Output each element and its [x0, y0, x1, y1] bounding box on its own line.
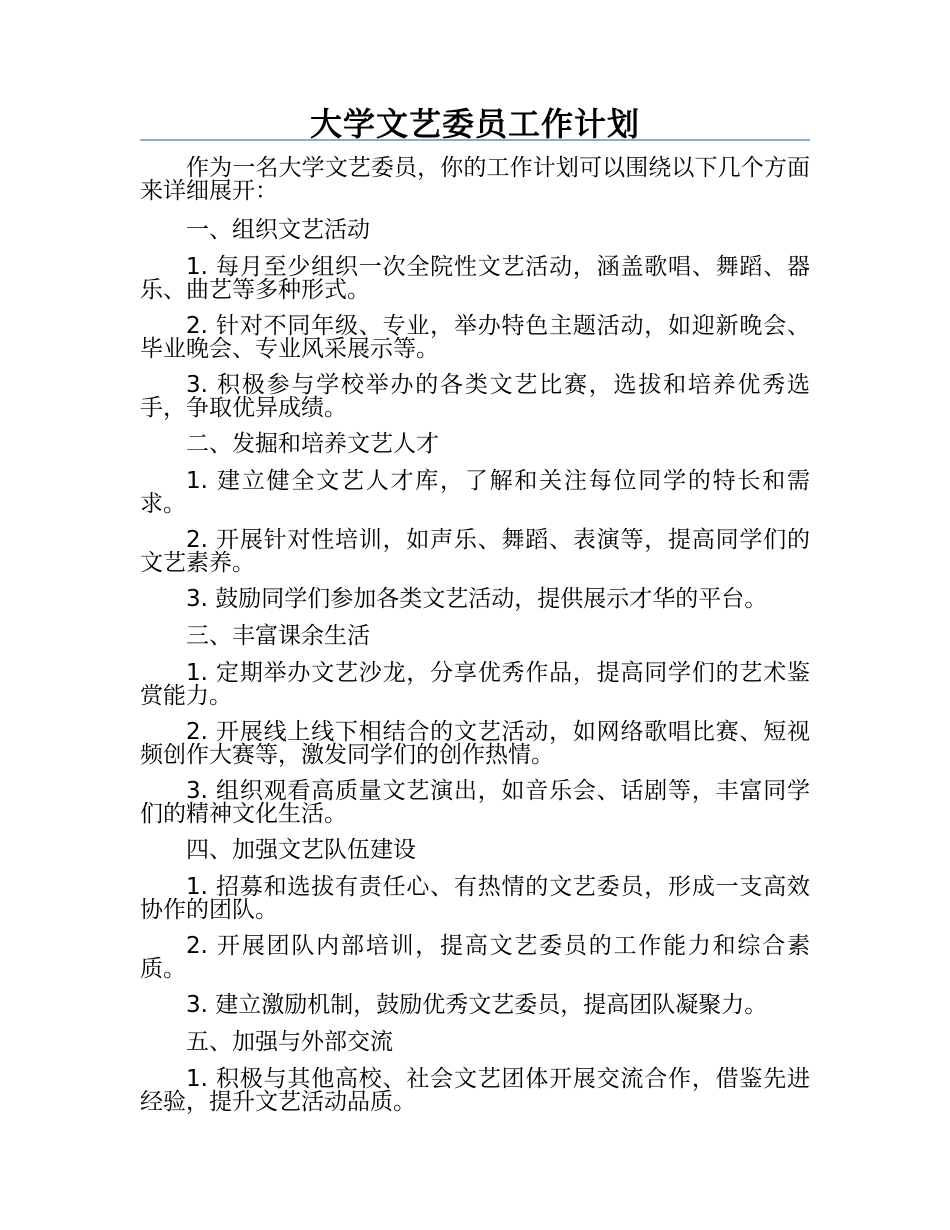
list-item: 3. 鼓励同学们参加各类文艺活动，提供展示才华的平台。 — [186, 586, 768, 612]
list-item: 1. 招募和选拔有责任心、有热情的文艺委员，形成一支高效协作的团队。 — [140, 874, 810, 923]
list-item: 3. 建立激励机制，鼓励优秀文艺委员，提高团队凝聚力。 — [186, 992, 768, 1018]
section-heading-3: 三、丰富课余生活 — [186, 623, 370, 649]
document-title: 大学文艺委员工作计划 — [309, 105, 640, 143]
list-item: 2. 开展团队内部培训，提高文艺委员的工作能力和综合素质。 — [140, 933, 810, 982]
list-item: 1. 建立健全文艺人才库，了解和关注每位同学的特长和需求。 — [140, 468, 810, 517]
document-body — [140, 157, 810, 1127]
title-underline — [140, 139, 810, 141]
list-item: 1. 每月至少组织一次全院性文艺活动，涵盖歌唱、舞蹈、器乐、曲艺等多种形式。 — [140, 254, 810, 303]
list-item: 3. 积极参与学校举办的各类文艺比赛，选拔和培养优秀选手，争取优异成绩。 — [140, 372, 810, 421]
list-item: 1. 定期举办文艺沙龙，分享优秀作品，提高同学们的艺术鉴赏能力。 — [140, 660, 810, 709]
section-heading-4: 四、加强文艺队伍建设 — [186, 837, 416, 863]
section-heading-5: 五、加强与外部交流 — [186, 1029, 393, 1055]
intro-paragraph: 作为一名大学文艺委员，你的工作计划可以围绕以下几个方面来详细展开： — [140, 155, 810, 204]
list-item: 2. 针对不同年级、专业，举办特色主题活动，如迎新晚会、毕业晚会、专业风采展示等。 — [140, 313, 810, 362]
list-item: 3. 组织观看高质量文艺演出，如音乐会、话剧等，丰富同学们的精神文化生活。 — [140, 778, 810, 827]
list-item: 2. 开展线上线下相结合的文艺活动，如网络歌唱比赛、短视频创作大赛等，激发同学们的创作热情。 — [140, 719, 810, 768]
list-item: 2. 开展针对性培训，如声乐、舞蹈、表演等，提高同学们的文艺素养。 — [140, 527, 810, 576]
section-heading-1: 一、组织文艺活动 — [186, 217, 370, 243]
list-item: 1. 积极与其他高校、社会文艺团体开展交流合作，借鉴先进经验，提升文艺活动品质。 — [140, 1066, 810, 1115]
section-heading-2: 二、发掘和培养文艺人才 — [186, 431, 439, 457]
